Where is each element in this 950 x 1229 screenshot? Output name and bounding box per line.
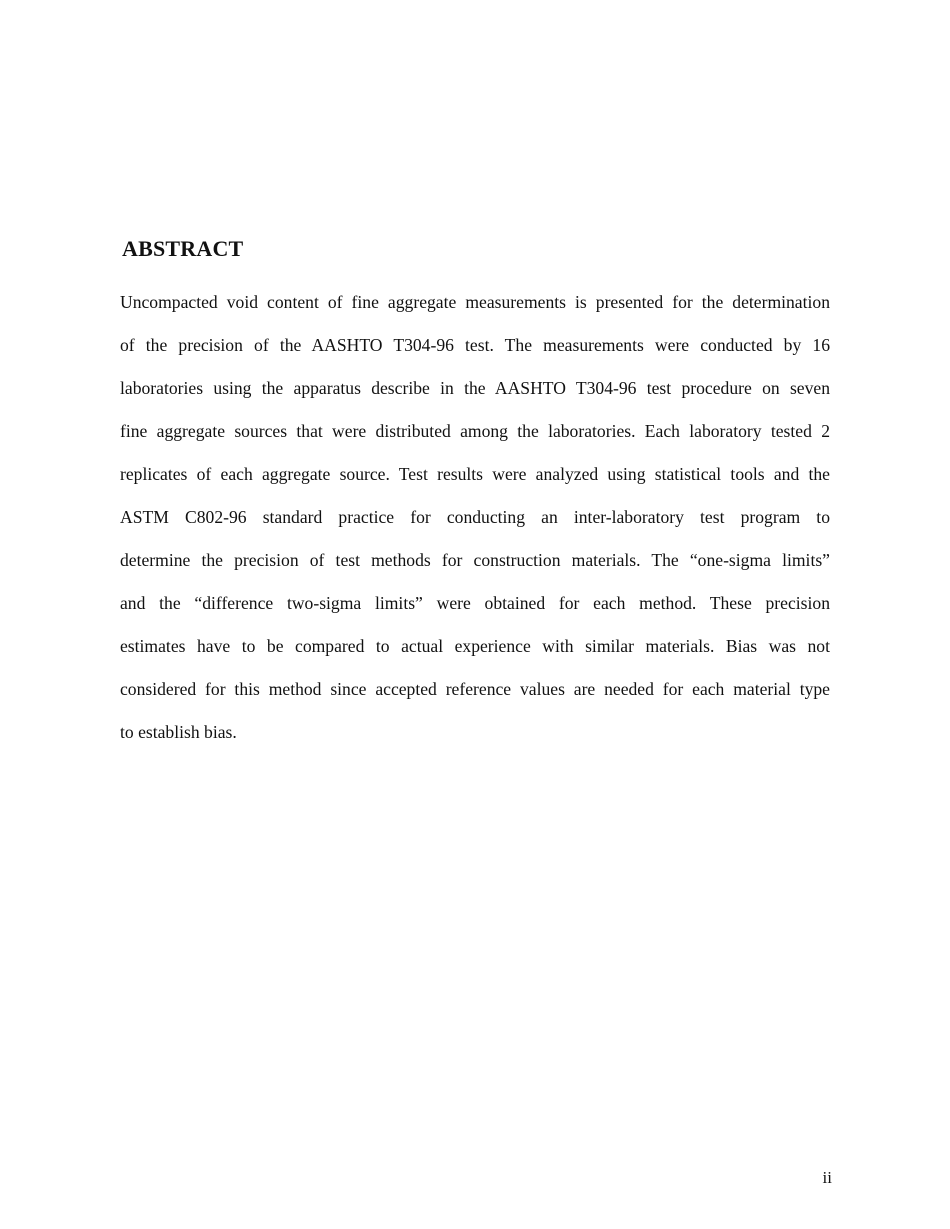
paragraph-line: considered for this method since accepted reference values are needed for each material type <box>120 679 830 699</box>
paragraph-line: to establish bias. <box>120 722 237 742</box>
paragraph-line: Uncompacted void content of fine aggregate measurements is presented for the determination <box>120 292 830 312</box>
paragraph-line: laboratories using the apparatus describe in the AASHTO T304-96 test procedure on seven <box>120 378 830 398</box>
paragraph-line: fine aggregate sources that were distributed among the laboratories. Each laboratory tested 2 <box>120 421 830 441</box>
paragraph-line: replicates of each aggregate source. Test results were analyzed using statistical tools and the <box>120 464 830 484</box>
paragraph-line: determine the precision of test methods for construction materials. The “one-sigma limits” <box>120 550 830 570</box>
section-heading: ABSTRACT <box>122 236 244 261</box>
paragraph-line: estimates have to be compared to actual experience with similar materials. Bias was not <box>120 636 830 656</box>
paragraph-line: ASTM C802-96 standard practice for conducting an inter-laboratory test program to <box>120 507 830 527</box>
page-number: ii <box>822 1168 832 1187</box>
paragraph-line: of the precision of the AASHTO T304-96 test. The measurements were conducted by 16 <box>120 335 830 355</box>
paragraph-line: and the “difference two-sigma limits” were obtained for each method. These precision <box>120 593 830 613</box>
abstract-paragraph <box>120 281 830 754</box>
